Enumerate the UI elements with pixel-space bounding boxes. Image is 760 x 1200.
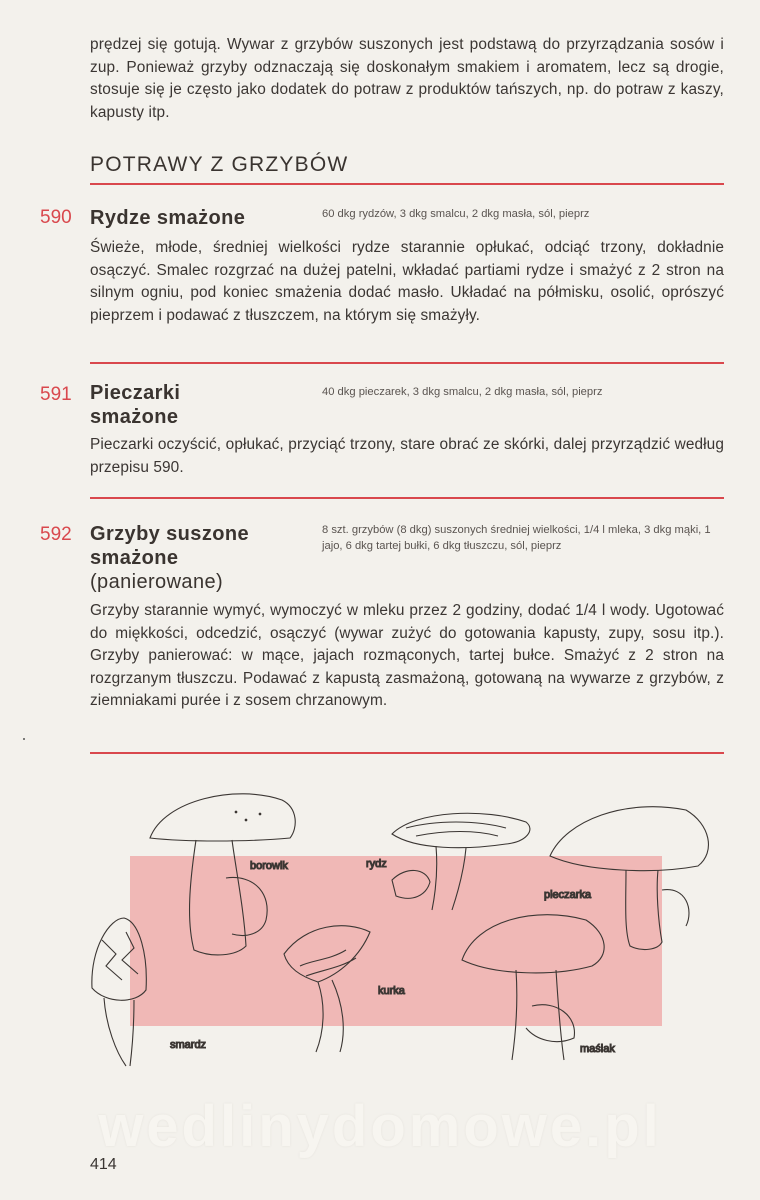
- intro-paragraph: prędzej się gotują. Wywar z grzybów suszonych jest podstawą do przyrządzania sosów i zup. Ponieważ grzyby odznaczają się doskonałym smakiem i aromatem, lecz są drogie, stosuje się je często jako dodatek do potraw z produktów tańszych, np. do potraw z kaszy, kapusty itp.: [90, 36, 724, 121]
- recipe-ingredients-592: 8 szt. grzybów (8 dkg) suszonych średniej wielkości, 1/4 l mleka, 3 dkg mąki, 1 jajo, 6 dkg tartej bułki, 6 dkg tłuszczu, sól, pieprz: [322, 524, 711, 552]
- recipe-title-line1: Pieczarki: [90, 382, 181, 404]
- recipe-subtitle: (panierowane): [90, 571, 224, 593]
- stray-dot: [23, 738, 25, 740]
- label-smardz: smardz: [170, 1039, 207, 1051]
- page-number: 414: [90, 1156, 117, 1173]
- recipe-body-590: Świeże, młode, średniej wielkości rydze starannie opłukać, odciąć trzony, dokładnie osączyć. Smalec rozgrzać na dużej patelni, wkładać partiami rydze i smażyć z 2 stron na silnym ogniu, pod koniec smażenia dodać masło. Układać na półmisku, osolić, oprószyć pieprzem i podawać z tłuszczem, na którym się smażyły.: [90, 239, 724, 324]
- recipe-number-592: 592: [40, 524, 72, 545]
- recipe-title-591: [90, 381, 180, 429]
- recipe-ingredients-590: 60 dkg rydzów, 3 dkg smalcu, 2 dkg masła, sól, pieprz: [322, 208, 590, 220]
- section-title: POTRAWY Z GRZYBÓW: [90, 153, 349, 176]
- label-borowik: borowik: [250, 860, 288, 872]
- label-kurka: kurka: [378, 985, 405, 997]
- recipe-divider: [90, 497, 724, 499]
- recipe-ingredients-591: 40 dkg pieczarek, 3 dkg smalcu, 2 dkg masła, sól, pieprz: [322, 386, 603, 398]
- recipe-divider: [90, 362, 724, 364]
- recipe-title-590: Rydze smażone: [90, 207, 246, 229]
- recipe-title-592: [90, 522, 249, 594]
- label-rydz: rydz: [366, 858, 387, 870]
- recipe-body-591: Pieczarki oczyścić, opłukać, przyciąć trzony, stare obrać ze skórki, dalej przyrządzić według przepisu 590.: [90, 436, 724, 476]
- watermark: wedlinydomowe.pl: [98, 1094, 662, 1159]
- label-maslak: maślak: [580, 1043, 615, 1055]
- recipe-divider: [90, 752, 724, 754]
- recipe-body-592: Grzyby starannie wymyć, wymoczyć w mleku przez 2 godziny, dodać 1/4 l wody. Ugotować do miękkości, odcedzić, osączyć (wywar zużyć do gotowania kapusty, zupy, sosu itp.). Grzyby panierować: w mące, jajach rozmąconych, tartej bułce. Smażyć z 2 stron na rozgrzanym tłuszczu. Podawać z kapustą zasmażoną, gotowaną na wywarze z grzybów, z ziemniakami purée i z sosem chrzanowym.: [90, 602, 724, 709]
- recipe-title-line1: Grzyby suszone: [90, 523, 249, 545]
- label-pieczarka: pieczarka: [544, 889, 592, 901]
- recipe-number-590: 590: [40, 207, 72, 228]
- recipe-title-line2: smażone: [90, 547, 179, 569]
- section-divider: [90, 183, 724, 185]
- recipe-number-591: 591: [40, 384, 72, 405]
- highlight-band: [130, 856, 662, 1026]
- recipe-title-line2: smażone: [90, 406, 179, 428]
- mushroom-illustration: [86, 770, 730, 1080]
